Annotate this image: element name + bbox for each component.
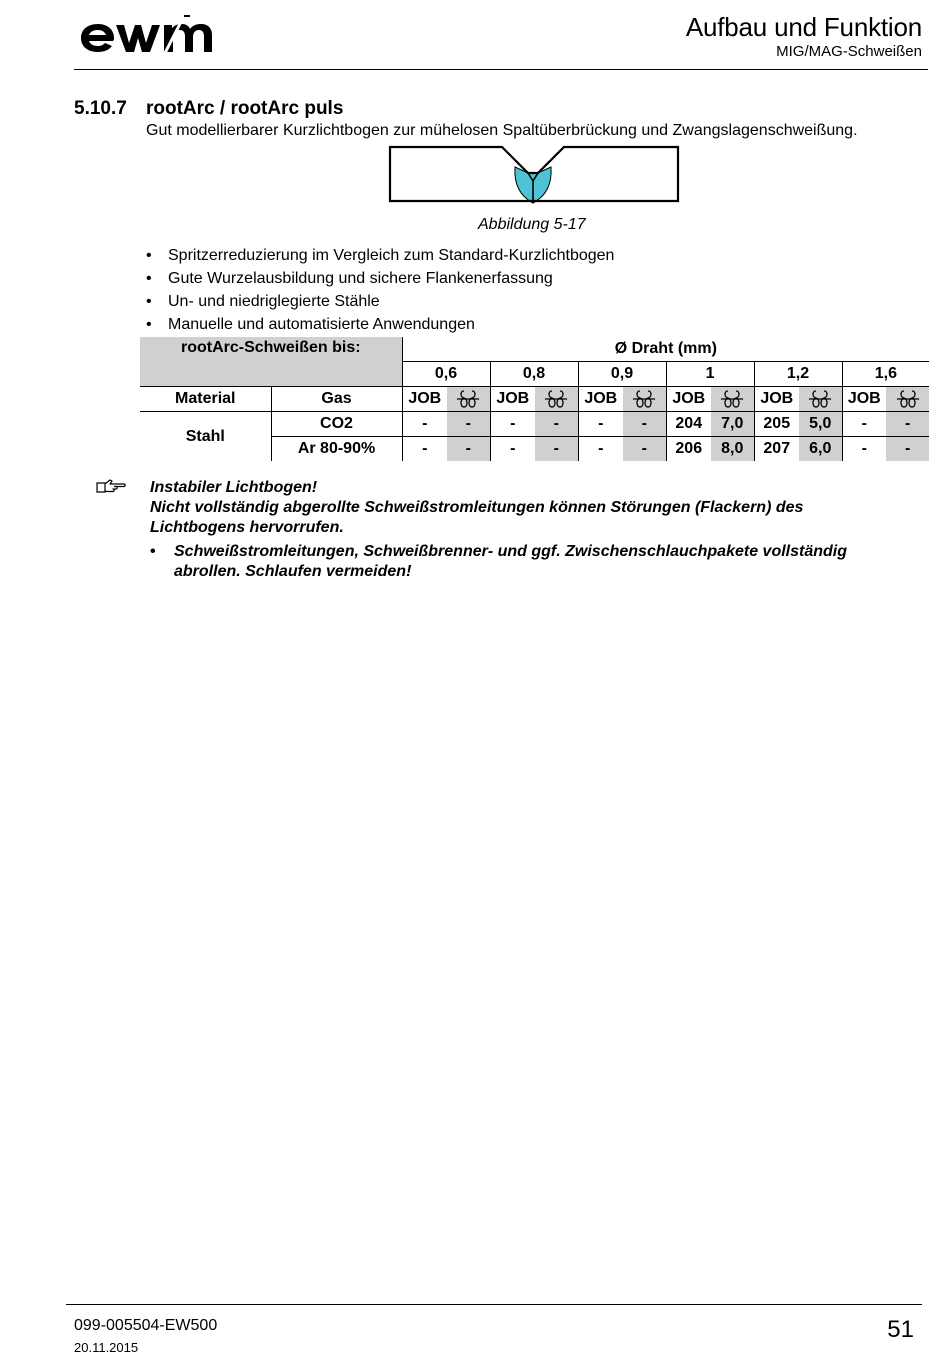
material-column-header: Material [140,387,271,412]
table-cell: - [490,412,535,437]
warning-note [150,478,890,538]
material-cell: Stahl [185,427,225,445]
job-header: JOB [842,387,886,412]
note-text: Nicht vollständig abgerollte Schweißstromleitungen können Störungen (Flackern) des Lichtbogens hervorrufen. [150,499,804,536]
document-number: 099-005504-EW500 [74,1317,218,1334]
table-cell: - [535,412,578,437]
table-cell: 7,0 [711,412,754,437]
note-action-item: • Schweißstromleitungen, Schweißbrenner- und ggf. Zwischenschlauchpakete vollständig abrollen. Schlaufen vermeiden! [150,542,890,582]
weld-joint-figure [388,143,682,209]
table-cell: - [623,412,666,437]
page-header-subtitle: MIG/MAG-Schweißen [776,43,922,60]
wire-speed-icon [447,387,490,412]
diameter-cell: 1,2 [754,362,842,387]
gas-cell: Ar 80-90% [271,437,402,462]
list-item: • Gute Wurzelausbildung und sichere Flankenerfassung [146,267,614,290]
page-header-title: Aufbau und Funktion [685,12,922,42]
job-header: JOB [402,387,447,412]
table-cell: - [402,412,447,437]
job-header: JOB [578,387,623,412]
wire-speed-icon [799,387,842,412]
list-item: • Manuelle und automatisierte Anwendungen [146,313,614,336]
list-item: • Un- und niedriglegierte Stähle [146,290,614,313]
table-cell: 204 [666,412,711,437]
table-cell: - [842,412,886,437]
diameter-header: Ø Draht (mm) [402,337,929,362]
gas-cell: CO2 [271,412,402,437]
diameter-cell: 1,6 [842,362,929,387]
wire-speed-icon [623,387,666,412]
figure-caption: Abbildung 5-17 [478,216,586,233]
table-cell: 6,0 [799,437,842,462]
diameter-cell: 0,9 [578,362,666,387]
document-date: 20.11.2015 [74,1340,139,1355]
table-cell: - [886,412,929,437]
job-header: JOB [754,387,799,412]
wire-speed-icon [535,387,578,412]
rootarc-wire-table [140,337,929,461]
table-cell: - [447,437,490,462]
note-heading: Instabiler Lichtbogen! [150,479,318,496]
diameter-cell: 1 [666,362,754,387]
diameter-cell: 0,6 [402,362,490,387]
table-cell: - [623,437,666,462]
diameter-cell: 0,8 [490,362,578,387]
job-header: JOB [490,387,535,412]
table-cell: 207 [754,437,799,462]
section-number: 5.10.7 [74,98,127,119]
gas-column-header: Gas [271,387,402,412]
feature-list [146,244,614,336]
table-cell: - [535,437,578,462]
table-cell: - [578,412,623,437]
header-divider [74,69,928,70]
table-cell: - [842,437,886,462]
table-cell: 8,0 [711,437,754,462]
table-cell: - [447,412,490,437]
table-cell: 5,0 [799,412,842,437]
table-title: rootArc-Schweißen bis: [140,337,402,387]
table-cell: - [402,437,447,462]
job-header: JOB [666,387,711,412]
table-cell: 206 [666,437,711,462]
wire-speed-icon [711,387,754,412]
list-item: • Spritzerreduzierung im Vergleich zum Standard-Kurzlichtbogen [146,244,614,267]
pointing-hand-icon [96,477,126,495]
note-action-text: Schweißstromleitungen, Schweißbrenner- und ggf. Zwischenschlauchpakete vollständig abrollen. Schlaufen vermeiden! [174,543,847,580]
wire-speed-icon [886,387,929,412]
ewm-logo [80,14,214,54]
footer-divider [66,1304,922,1305]
section-title: rootArc / rootArc puls [146,98,344,119]
table-cell: - [886,437,929,462]
table-cell: - [578,437,623,462]
page-number: 51 [887,1316,914,1343]
section-intro: Gut modellierbarer Kurzlichtbogen zur mühelosen Spaltüberbrückung und Zwangslagenschweißung. [146,122,858,139]
table-cell: 205 [754,412,799,437]
table-cell: - [490,437,535,462]
